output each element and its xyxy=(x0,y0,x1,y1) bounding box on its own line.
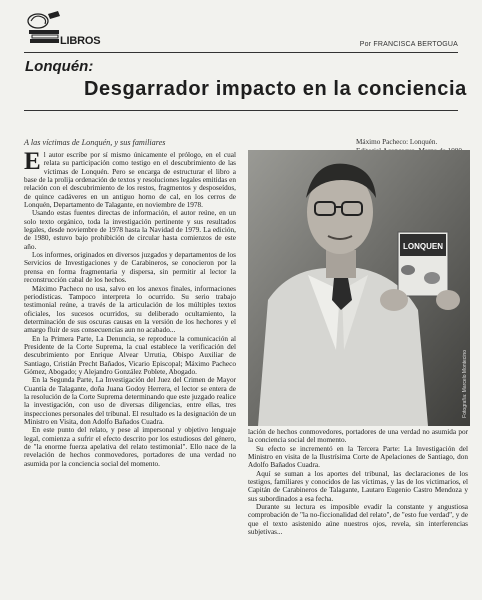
photo-credit: Fotografía: Marcelo Montecino xyxy=(462,350,468,418)
author-portrait-image xyxy=(248,150,470,426)
headline-rule xyxy=(24,110,458,111)
book-meta-author-title: Máximo Pacheco: Lonquén. xyxy=(356,138,438,146)
kicker: Lonquén: xyxy=(25,58,94,75)
author-photo xyxy=(248,150,470,426)
top-rule xyxy=(24,52,458,53)
books-logo-icon xyxy=(26,8,64,48)
subtitle: A las víctimas de Lonquén, y sus familiares xyxy=(24,138,166,147)
drop-cap: E xyxy=(24,151,41,175)
paragraph: El autor escribe por sí mismo únicamente el prólogo, en el cual relata su participación como testigo en el descubrimiento de las víctimas de Lonquén. Pero se encarga de estructurar el libro a base de la prolija ordenación de textos y resoluciones legales emitidas en relación con el descubrimiento de los restos, fragmentos y desposeídos, de quince cadáveres en un antiguo horno de cal, en los cerros de Lonquén, Departamento de Talagante, en noviembre de 1978. xyxy=(24,151,236,210)
paragraph: Aquí se suman a los aportes del tribunal, las declaraciones de los testigos, familiares y conocidos de las víctimas, y las de los victimarios, el Capitán de Carabineros de Talagante, Lautaro Eugenio Castro Mendoza y sus subordinados a esa fecha. xyxy=(248,469,468,503)
article-left-column xyxy=(24,151,236,591)
paragraph: En la Segunda Parte, La Investigación del Juez del Crimen de Mayor Cuantía de Talagante, doña Juana Godoy Herrera, el lector se entera de la resolución de la Corte Suprema determinando que este juzgado realice la investigación, con uso de diversas diligencias, entre ellas, tres inspecciones personales del tribunal. El resultado es la designación de un Ministro en Visita, don Adolfo Bañados Cuadra. xyxy=(24,376,236,426)
paragraph: lación de hechos conmovedores, portadores de una verdad no asumida por la conciencia social del momento. xyxy=(248,428,468,445)
paragraph: Máximo Pacheco no usa, salvo en los anexos finales, informaciones periodísticas. Tampoco interpreta lo ocurrido. Su serio trabajo testimonial reúne, a través de la articulación de los múltiples textos oficiales, los sucesos ocurridos, su deliberado ocultamiento, la determinación de sus oscuras causas en la versión de los hechores y el amargo fluir de sus consecuencias aun no acabado... xyxy=(24,284,236,335)
paragraph: Los informes, originados en diversos juzgados y departamentos de los Servicios de Investigaciones y de Carabineros, se conocieron por la prensa en forma fragmentaria y dispersa, sin permitir al lector la reconstrucción cabal de los hechos. xyxy=(24,251,236,285)
paragraph: Durante su lectura es imposible evadir la constante y angustiosa comprobación de "la no-ficcionalidad del relato", de "esto fue verdad", y de que el texto asistenido aúne nuestros ojos, revela, sin interferencias subjetivas... xyxy=(248,503,468,537)
paragraph: En este punto del relato, y pese al impersonal y objetivo lenguaje legal, comienza a sufrir el efecto descrito por los estudiosos del género, de "la enorme fuerza apelativa del relato testimonial". Ello nace de la revelación de hechos conmovedores, portadores de una verdad no asumida por la conciencia social del momento. xyxy=(24,426,236,468)
paragraph: Usando estas fuentes directas de información, el autor reúne, en un solo texto orgánico, toda la investigación pertinente y sus resultados legales, desde noviembre de 1978 hasta la Navidad de 1979. La edición, de 1980, estuvo bajo prohibición de circular hasta comienzos de este año. xyxy=(24,209,236,251)
section-label: LIBROS xyxy=(60,35,101,47)
article-right-column xyxy=(248,428,468,593)
byline: Por FRANCISCA BERTOGUA xyxy=(359,41,458,48)
headline: Desgarrador impacto en la conciencia xyxy=(84,78,467,100)
paragraph: Su efecto se incrementó en la Tercera Parte: La Investigación del Ministro en visita de la Ilustrísima Corte de Apelaciones de Santiago, don Adolfo Bañados Cuadra. xyxy=(248,444,468,470)
book-cover-title: LONQUEN xyxy=(403,242,443,251)
paragraph: En la Primera Parte, La Denuncia, se reproduce la comunicación al Presidente de la Corte Suprema, la cual establece la verificación del descubrimiento por Enrique Alvear Urrutia, Obispo Auxiliar de Santiago, Cristián Precht Bañados, Vicario Episcopal; Máximo Pacheco Gómez, Abogado; y Alejandro González Poblete, Abogado. xyxy=(24,334,236,376)
